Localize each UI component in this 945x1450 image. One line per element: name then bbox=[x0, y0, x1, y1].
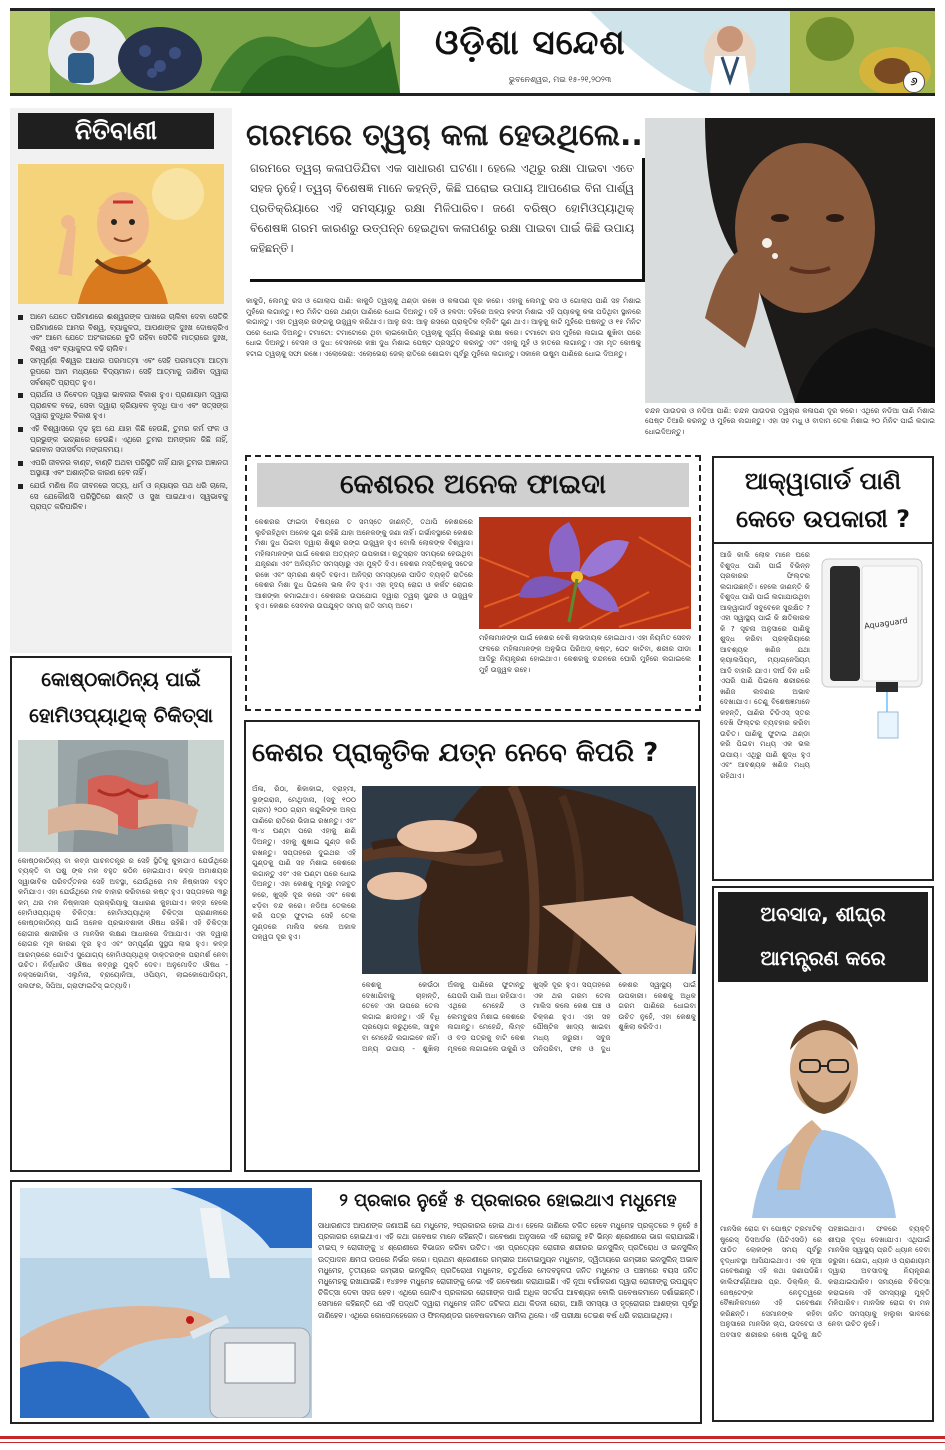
saffron-article bbox=[245, 455, 701, 711]
masthead-dateline: ଭୁବନେଶ୍ୱର, ମଇ ୧୫-୨୧,୨୦୨୩ bbox=[508, 75, 612, 84]
diabetes-article bbox=[10, 1180, 702, 1424]
depression-headline: ଅବସାଦ, ଶୀଘ୍ର ଆମନ୍ତ୍ରଣ କରେ bbox=[718, 892, 928, 982]
hair-body-right: କେଶକୁ କେଉଁଠା ଦେଖାଯିବାକୁ ଚାହାନ୍ତି, ତେବେ ଏହା ଉପରେ ତେଲ ଲଗାଇ ଛାଡନ୍ତୁ। ଏହି ବିଧି ପ୍ରୟୋଗ କରୁଥିଲେ, ସାବୁନ ବା ମେହେନ୍ଦି ଲଗାଇବେ ନାହିଁ। ଅନ୍ୟ ଉପାୟ - ଶୁଖିଲା ଅଁଳାକୁ ପାଣିରେ ଫୁଟାନ୍ତୁ ଯେପରି ପାଣି ଅଧା ରହିଯାଏ। ଏଥିରେ ମେହେନ୍ଦି ଓ ଲେମ୍ବୁରସ ମିଶାଇ କେଶରେ ଲଗାନ୍ତୁ। ମେହେନ୍ଦି, ଲିମ୍ବ ଓ ବଡ଼ ପତ୍ରକୁ ବାଟି କେଶ ମୂଳରେ ଲଗାଇଲେ ଉକୁଣି ଓ ଖୁସ୍କି ଦୂର ହୁଏ। ସପ୍ତାହରେ ଏକ ଥର ଗରମ ତେଲ ମାଲିସ କଲେ କେଶ ଘଞ୍ଚ ଓ ଚିକ୍କଣ ହୁଏ। ଏହା ସହ ପୌଷ୍ଟିକ ଖାଦ୍ୟ ଖାଇବା ମଧ୍ୟ ଜରୁରୀ। ସବୁଜ ପନିପରିବା, ଫଳ ଓ ଦୁଧ କେଶର ସ୍ୱାସ୍ଥ୍ୟ ପାଇଁ ଉପକାରୀ। କେଶକୁ ଅଧିକ ଗରମ ପାଣିରେ ଧୋଇବା ଉଚିତ ନୁହେଁ, ଏହା କେଶକୁ ଶୁଖିଲା କରିଦିଏ। bbox=[362, 980, 696, 1053]
skin-article bbox=[240, 110, 935, 450]
page-number: ୬ bbox=[903, 71, 925, 93]
skin-body-side: ଚନ୍ଦନ ପାଉଡର ଓ ନଡିଆ ପାଣି: ଚନ୍ଦନ ପାଉଡର ତ୍ୱଚାର କଳାପଣ ଦୂର କରେ। ଏଥିରେ ନଡିଆ ପାଣି ମିଶାଇ ପେଷ୍ଟ ତିଆରି କରନ୍ତୁ ଓ ମୁହଁରେ ଲଗାନ୍ତୁ। ଏହା ସହ ମଧୁ ଓ ବାଦାମ ତେଲ ମିଶାଇ ୨୦ ମିନିଟ ପାଇଁ ଲଗାଇ ଧୋଇଦିଅନ୍ତୁ। bbox=[645, 406, 935, 436]
aquaguard-brand-label: Aquaguard bbox=[863, 615, 909, 631]
constipation-photo bbox=[18, 740, 224, 852]
nitibani-text bbox=[16, 312, 228, 648]
skin-lead: ଗରମରେ ତ୍ୱଚା କଳାପଡିଯିବା ଏକ ସାଧାରଣ ଘଟଣା। ହେଲେ ଏଥିରୁ ରକ୍ଷା ପାଇବା ଏତେ ସହଜ ନୁହେଁ। ତ୍ୱଚା ବିଶେଷଜ୍ଞ ମାନେ କହନ୍ତି, କିଛି ଘରୋଇ ଉପାୟ ଆପଣେଇ ବିନା ପାର୍ଶ୍ୱ ପ୍ରତିକ୍ରିୟାରେ ଏହି ସମସ୍ୟାରୁ ରକ୍ଷା ମିଳିପାରିବ। ଜଣେ ବରିଷ୍ଠ ହୋମିଓପ୍ୟାଥିକ୍ ବିଶେଷଜ୍ଞ ଗରମ କାରଣରୁ ଉତ୍ପନ୍ନ ହେଇଥିବା କଳାପଣରୁ ରକ୍ଷା ପାଇବା ପାଇଁ କିଛି ଉପାୟ କହିଛନ୍ତି। bbox=[250, 158, 645, 282]
hair-headline: କେଶର ପ୍ରାକୃତିକ ଯତ୍ନ ନେବେ କିପରି ? bbox=[252, 738, 659, 768]
depression-article bbox=[712, 886, 934, 1422]
nitibani-heading: ନିତିବାଣୀ bbox=[18, 113, 214, 149]
constipation-article bbox=[10, 656, 232, 1172]
masthead bbox=[10, 8, 935, 96]
aquaguard-headline: ଆକ୍ୱାଗାର୍ଡ ପାଣି କେତେ ଉପକାରୀ ? bbox=[735, 467, 911, 533]
aquaguard-body-bottom bbox=[720, 748, 928, 876]
nitibani-item: ପ୍ରାର୍ଥନା ଓ ନିବେଦନ ଦ୍ୱାରା ଭାବନାର ବିକାଶ ହୁଏ। ପ୍ରାଣାୟାମ ଦ୍ୱାରା ପ୍ରାଣବଳ ବଢେ, ସେବା ଦ୍ୱାରା କ୍ରିୟାବଳ ବୃଦ୍ଧି ପାଏ ଏବଂ ସତ୍ସଙ୍ଗ ଦ୍ୱାରା ବୁଦ୍ଧିର ବିକାଶ ହୁଏ। bbox=[16, 390, 228, 422]
nitibani-item: ଏହି ବିଶ୍ୱାସରେ ଦୃଢ ହୁଅ ଯେ ଯାହା କିଛି ହେଉଛି, ତୁମର କର୍ମ ଫଳ ଓ ପ୍ରଭୁଙ୍କ ଇଚ୍ଛାରେ ହେଉଛି। ଏଥିରେ ତୁମର ଅମଙ୍ଗଳ କିଛି ନାହିଁ, ଭଗବାନ ସଦାସର୍ବଦା ମଙ୍ଗଳମୟ। bbox=[16, 424, 228, 456]
diabetes-body: ସାଧାରଣତଃ ଆପଣଙ୍କ ଜଣାଅଛି ଯେ ମଧୁମେହ, ୨ପ୍ରକାରର ହୋଇ ଥାଏ। ହେଲେ ଜାଣିଲେ ଚକିତ ହେବେ ମଧୁମେହ ପ୍ରକୃତରେ ୨ ନୁହେଁ ୫ ପ୍ରକାରର ହୋଇଥାଏ। ଏହି କଥା ଗବେଷକ ମାନେ କହିଛନ୍ତି। ଗବେଷଣା ଅନୁସାରେ ଏହି ରୋଗକୁ ୫ଟି ଭିନ୍ନ ଶ୍ରେଣୀରେ ଭାଗ କରାଯାଇଛି। ଟାଇପ୍ ୨ ରୋଗୀଙ୍କୁ ୪ ଶ୍ରେଣୀରେ ବିଭାଜନ କରିବା ଉଚିତ। ଏହା ପ୍ରତ୍ୟେକ ରୋଗୀର ଶରୀରର ଇନସୁଲିନ୍ ପ୍ରତିରୋଧ ଓ ଇନସୁଲିନ୍ ଉତ୍ପାଦନ କ୍ଷମତା ଉପରେ ନିର୍ଭର କରେ। ପ୍ରଥମ ଶ୍ରେଣୀରେ ଗମ୍ଭୀର ଅଟୋଇମ୍ୟୁନ ମଧୁମେହ, ଦ୍ୱିତୀୟରେ ଗମ୍ଭୀର ଇନସୁଲିନ୍ ଅଭାବ ମଧୁମେହ, ତୃତୀୟରେ ଗମ୍ଭୀର ଇନସୁଲିନ୍ ପ୍ରତିରୋଧୀ ମଧୁମେହ, ଚତୁର୍ଥରେ ମେଦବହୁଳତା ଜନିତ ମଧୁମେହ ଓ ପଞ୍ଚମରେ ବୟସ ଜନିତ ମଧୁମେହକୁ ରଖାଯାଇଛି। ୧୪୭୨୫ ମଧୁମେହ ରୋଗୀଙ୍କୁ ନେଇ ଏହି ଗବେଷଣା କରାଯାଇଛି। ଏହି ନୂଆ ବର୍ଗୀକରଣ ଦ୍ୱାରା ରୋଗୀଙ୍କୁ ଉପଯୁକ୍ତ ଚିକିତ୍ସା ଦେବା ସହଜ ହେବ। ଏଥିରେ ଗୋଟିଏ ପ୍ରକାରର ରୋଗୀଙ୍କ ପାଇଁ ଅଧିକ ସତର୍କତା ଆବଶ୍ୟକ ବୋଲି ଗବେଷକମାନେ ଦର୍ଶାଇଛନ୍ତି। ସେମାନେ କହିଛନ୍ତି ଯେ ଏହି ପଦ୍ଧତି ଦ୍ୱାରା ମଧୁମେହ ଜନିତ ଜଟିଳତା ଯଥା କିଡନୀ ରୋଗ, ଆଖି ସମସ୍ୟା ଓ ହୃଦ୍ରୋଗର ଆଶଙ୍କା ପୂର୍ବରୁ ଜାଣିହେବ। ଏଥିରେ କୋପେନହେଗେନ ଓ ଫିନଲାଣ୍ଡର ଗବେଷକମାନେ ସାମିଲ ଥିଲେ। ଏହି ପରୀକ୍ଷା ତେଇଶ ବର୍ଷ ଧରି କରାଯାଇଥିଲା। bbox=[318, 1221, 698, 1320]
aquaguard-article bbox=[712, 456, 934, 881]
skin-photo bbox=[645, 118, 935, 403]
nitibani-item: ଆମେ ଯେତେ ପରିମାଣରେ ଈଶ୍ୱରଙ୍କ ପାଖରେ ଚାଲିବା ଦେବା ସେତିକି ପରିମାଣରେ ଆମର ବିଶ୍ୱ, ବ୍ୟାକୁଳତା, ଆପଣାଙ୍କ ଦୁଃଖ ଦୋଷକ୍ରିଏ ଏବଂ ଆମେ ଯେତେ ଅହଂକାରରେ ବୁଡି ରହିବା ସେତିକି ମାତ୍ରାରେ ଦୁଃଖ, ବିଶ୍ୱ ଏବଂ ବ୍ୟାକୁଳତା ବଢି ଚାଲିବ। bbox=[16, 312, 228, 354]
diabetes-photo bbox=[20, 1188, 312, 1418]
aquaguard-purifier-photo bbox=[812, 554, 930, 744]
hair-photo bbox=[362, 786, 696, 974]
depression-body: ମାନସିକ ରୋଗ ବା ପୋଷ୍ଟ ଟ୍ରମାଟିକ୍ ଷ୍ଟ୍ରେସ୍ ଡିସଅର୍ଡର (ପିଟିଏସଡି) ରେ ପୀଡିତ ଲୋକଙ୍କ ସମୟ ପୂର୍ବରୁ ବୃଦ୍ଧାବସ୍ଥା ଆସିଯାଇଥାଏ। ଏକ ନୂଆ ଗବେଷଣାରୁ ଏହି କଥା ଜଣାପଡିଛି। କାଲିଫର୍ଣ୍ଣିଆର ପ୍ର. ଡିକ୍ଲିନ୍ ରି. ଜେଷ୍ଟେଙ୍କ ନେତୃତ୍ୱରେ ବୈଜ୍ଞାନିକମାନେ ଏହି ଗବେଷଣା କରିଛନ୍ତି। ସେମାନଙ୍କ କହିବା ଅନୁସାରେ ମାନସିକ ଚାପ, ଉଦବେଗ ଓ ଅବସାଦ ଶରୀରର କୋଷ ଗୁଡିକୁ କ୍ଷତି ପହଞ୍ଚାଇଥାଏ। ଫଳରେ ବ୍ୟକ୍ତି ଶୀଘ୍ର ବୃଦ୍ଧ ଦେଖାଯାଏ। ଏଥିପାଇଁ ମାନସିକ ସ୍ୱାସ୍ଥ୍ୟ ପ୍ରତି ଧ୍ୟାନ ଦେବା ଜରୁରୀ। ଯୋଗ, ଧ୍ୟାନ ଓ ପ୍ରାଣାୟାମ ଦ୍ୱାରା ଅବସାଦକୁ ନିୟନ୍ତ୍ରଣ କରାଯାଇପାରିବ। ସମୟରେ ଚିକିତ୍ସା କରାଇଲେ ଏହି ସମସ୍ୟାରୁ ମୁକ୍ତି ମିଳିପାରିବ। ମାନସିକ ରୋଗ ବା ମନ ଜନିତ ସମସ୍ୟାକୁ ହାଲୁକା ଭାବରେ ନେବା ଉଚିତ ନୁହେଁ। bbox=[720, 1224, 930, 1339]
footer-rule-thin bbox=[0, 1442, 945, 1443]
saffron-body-below: ମହିଳାମାନଙ୍କ ପାଇଁ କେଶର ବେଶି ଲାଭଦାୟକ ହୋଇଥାଏ। ଏହା ନିୟମିତ ସେବନ ଫଳରେ ମହିଳାମାନଙ୍କ ଅନୁଭିତା ପିରିଅଡ୍ କଷ୍ଟ, ପେଟ କାଟିବା, ଶରୀର ପୀଡା ଆଦିରୁ ନିୟନ୍ତ୍ରଣ ହୋଇଥାଏ। କେଶରକୁ ଚନ୍ଦନରେ ଘୋରି ମୁହଁରେ ଲଗାଇଲେ ମୁହଁ ଉଜ୍ଜ୍ୱଳ ରହେ। bbox=[479, 633, 691, 674]
saffron-headline: କେଶରର ଅନେକ ଫାଇଦା bbox=[257, 463, 689, 507]
nitibani-list bbox=[16, 312, 228, 513]
hair-body-left: ଅଁଳା, ରିଠା, ଶିକାକାଇ, ବ୍ରାହ୍ମୀ, ଭୃଙ୍ଗରାଜ, ମେଥିଦାନା, (ସବୁ ୧୦୦ ଗ୍ରାମ) ୨୦୦ ଗ୍ରାମ କନ୍ଦୁଲିଙ୍କ ଅଳ୍ପ ପାଣିରେ ରାତିରେ ଭିଜାଇ ରଖନ୍ତୁ। ଏବଂ ୩-୪ ଘଣ୍ଟା ପରେ ଏହାକୁ ଛାଣି ଦିଅନ୍ତୁ। ଏହାକୁ ଶୁଖାଇ ଗୁଣ୍ଡ କରି ରଖନ୍ତୁ। ସପ୍ତାହରେ ଦୁଇଥର ଏହି ଗୁଣ୍ଡକୁ ପାଣି ସହ ମିଶାଇ କେଶରେ ଲଗାନ୍ତୁ ଏବଂ ଏକ ଘଣ୍ଟା ପରେ ଧୋଇ ଦିଅନ୍ତୁ। ଏହା କେଶକୁ ମୂଳରୁ ମଜବୁତ କରେ, ଖୁସ୍କି ଦୂର କରେ ଏବଂ କେଶ ଝଡ଼ିବା ବନ୍ଦ କରେ। ନଡିଆ ତେଲରେ କରି ପତ୍ର ଫୁଟାଇ ସେହି ତେଲ ମୁଣ୍ଡରେ ମାଲିସ କଲେ ଅକାଳ ପକ୍ୱତା ଦୂର ହୁଏ। bbox=[252, 784, 356, 942]
depression-photo bbox=[722, 990, 926, 1218]
saffron-photo bbox=[479, 517, 691, 629]
chanakya-illustration bbox=[18, 164, 224, 304]
nitibani-item: ଏପରି ଜୀବନର ବାଣ୍ଟ, ବାଣ୍ଟି ଅଥବା ପରିସ୍ଥିତି ନାହିଁ ଯାହା ତୁମର ଅଜ୍ଞାନତା ଅସ୍ଥାୟୀ ଏବଂ ଅଶାନ୍ତିର କାରଣ ହେବ ନାହିଁ। bbox=[16, 458, 228, 479]
constipation-headline: କୋଷ୍ଠକାଠିନ୍ୟ ପାଇଁ ହୋମିଓପ୍ୟାଥିକ୍ ଚିକିତ୍ସା bbox=[29, 668, 213, 727]
saffron-body: କେଶରର ଫାଇଦା ବିଷୟରେ ତ ସମସ୍ତେ ଜାଣନ୍ତି, ତଥାପି କେଶରରେ ଲୁଚିରହିଥିବା ଅନେକ ଗୁଣ ରହିଛି ଯାହା ଅନେକଙ୍କୁ ଜଣା ନାହିଁ। ଗର୍ଭାବସ୍ଥାରେ କେଶର ମିଶା ଦୁଧ ପିଇବା ଦ୍ୱାରା ଶିଶୁର ରଙ୍ଗ ଉଜ୍ଜ୍ୱଳ ହୁଏ ବୋଲି ଲୋକଙ୍କ ବିଶ୍ୱାସ। ମହିଳାମାନଙ୍କ ପାଇଁ କେଶର ଅତ୍ୟନ୍ତ ଉପକାରୀ। ଋତୁସ୍ରାବ ସମୟରେ ହେଉଥିବା ଯନ୍ତ୍ରଣା ଏବଂ ଅନିୟମିତ ସମସ୍ୟାରୁ ଏହା ମୁକ୍ତି ଦିଏ। କେଶର ମସ୍ତିଷ୍କକୁ ସତେଜ ରଖେ ଏବଂ ସ୍ମରଣ ଶକ୍ତି ବଢାଏ। ଅନିଦ୍ରା ସମସ୍ୟାରେ ପୀଡିତ ବ୍ୟକ୍ତି ରାତିରେ କେଶର ମିଶା ଦୁଧ ପିଇଲେ ଭଲ ନିଦ ହୁଏ। ଏହା ହୃଦୟ ରୋଗ ଓ କର୍କଟ ରୋଗର ଆଶଙ୍କା କମାଇଥାଏ। କେଶରର ଉପଯୋଗ ଦ୍ୱାରା ତ୍ୱଚା ସୁନ୍ଦର ଓ ଉଜ୍ଜ୍ୱଳ ହୁଏ। କେଶର ସେବନର ଉପଯୁକ୍ତ ସମୟ ରାତି ସମୟ ଅଟେ। bbox=[255, 517, 473, 610]
aquaguard-body: ଆଜି କାଲି ଲୋକ ମାନେ ଘରେ ବିଶୁଦ୍ଧ ପାଣି ପାଇଁ ବିଭିନ୍ନ ପ୍ରକାରର ଫିଲ୍ଟର ଲଗାଉଛନ୍ତି। ହେଲେ ଜାଣନ୍ତି କି ବିଶୁଦ୍ଧ ପାଣି ପାଇଁ ଲଗାଯାଉଥିବା ଆକ୍ୱାଗାର୍ଡ ସବୁବେଳେ ସୁରକ୍ଷିତ ? ଏହା ସ୍ୱାସ୍ଥ୍ୟ ପାଇଁ କି କ୍ଷତିକାରକ କି ? ସୂଚନା ଅନୁସାରେ ପାଣିକୁ ଶୁଦ୍ଧ କରିବା ପ୍ରକ୍ରିୟାରେ ଆବଶ୍ୟକ ଖଣିଜ ଯଥା କ୍ୟାଲସିୟମ୍, ମ୍ୟାଗ୍ନେସିୟମ୍ ଆଦି ବାହାରି ଯାଏ। ଦୀର୍ଘ ଦିନ ଧରି ଏପରି ପାଣି ପିଇଲେ ଶରୀରରେ ଖଣିଜ ଲବଣର ଅଭାବ ଦେଖାଯାଏ। ତେଣୁ ବିଶେଷଜ୍ଞମାନେ କହନ୍ତି, ପାଣିର ଟିଡିଏସ୍ ସ୍ତର ଦେଖି ଫିଲ୍ଟର ବ୍ୟବହାର କରିବା ଉଚିତ। ପାଣିକୁ ଫୁଟାଇ ଥଣ୍ଡା କରି ପିଇବା ମଧ୍ୟ ଏକ ଭଲ ଉପାୟ। ଏଥିରୁ ପାଣି ଶୁଦ୍ଧ ହୁଏ ଏବଂ ଆବଶ୍ୟକ ଖଣିଜ ମଧ୍ୟ ରହିଥାଏ। bbox=[720, 550, 810, 780]
nitibani-panel bbox=[10, 108, 232, 653]
hair-article bbox=[244, 720, 700, 1172]
diabetes-headline: ୨ ପ୍ରକାର ନୁହେଁ ୫ ପ୍ରକାରର ହୋଇଥାଏ ମଧୁମେହ bbox=[339, 1191, 677, 1211]
constipation-body: କୋଷ୍ଠକାଠିନ୍ୟ ବା କବ୍ଜ ପାଚନତନ୍ତ୍ର ର ସେହି ସ୍ଥିତିକୁ କୁହାଯାଏ ଯେଉଁଥିରେ ବ୍ୟକ୍ତି ବା ପଶୁ ଙ୍କ ମଳ ବହୁତ କଠିନ ହୋଇଯାଏ। କବ୍ଜ ଅମାଶୟର ସ୍ୱାଭାବିକ ପରିବର୍ତ୍ତନର ସେହି ଅବସ୍ଥା, ଯେଉଁଥିରେ ମଳ ନିଷ୍କାସନ ବହୁତ କମିଯାଏ। ଏହା ଯେଉଁଥିରେ ମଳ ବାହାର କରିବାରେ କଷ୍ଟ ହୁଏ। ସପ୍ତାହରେ ୩ରୁ କମ୍ ଥର ମଳ ନିଷ୍କାସନ ପ୍ରକ୍ରିୟାକୁ ସାଧାରଣ କୁହାଯାଏ। କବ୍ଜ ହେଲେ ହୋମିଓପ୍ୟାଥିକ୍ ଚିକିତ୍ସା: ହୋମିଓପ୍ୟାଥିକ୍ ଚିକିତ୍ସା ପ୍ରଣାଳୀରେ କୋଷ୍ଠକାଠିନ୍ୟ ପାଇଁ ଅନେକ ପ୍ରଭାବଶାଳୀ ଔଷଧ ରହିଛି। ଏହି ଚିକିତ୍ସା ରୋଗୀର ଶାରୀରିକ ଓ ମାନସିକ ଲକ୍ଷଣ ଆଧାରରେ ଦିଆଯାଏ। ଏହା ଦ୍ୱାରା ରୋଗର ମୂଳ କାରଣ ଦୂର ହୁଏ ଏବଂ ସମ୍ପୂର୍ଣ୍ଣ ସୁସ୍ଥତା ଲାଭ ହୁଏ। କବ୍ଜ ଆରମ୍ଭରେ ଗୋଟିଏ ସୁଯୋଗ୍ୟ ହୋମିଓପ୍ୟାଥିକ୍ ଡାକ୍ତରଙ୍କ ପରାମର୍ଶ ନେବା ଉଚିତ। ନିର୍ଦ୍ଧାରିତ ଔଷଧ କବ୍ଜରୁ ମୁକ୍ତି ଦେବ। ଅନୁମୋଦିତ ଔଷଧ - ନକ୍ସଭୋମିକା, ଏଲୁମିନା, ବ୍ରାୟୋନିଆ, ଓପିୟମ, ଲାଇକୋପୋଡିୟମ, ସଲଫର, ସିପିଆ, ଗ୍ରାଫାଇଟିସ୍ ଇତ୍ୟାଦି। bbox=[18, 856, 228, 990]
skin-headline: ଗରମରେ ତ୍ୱଚା କଳା ହେଉଥିଲେ.. bbox=[246, 118, 643, 153]
aquaguard-divider bbox=[714, 542, 932, 544]
nitibani-item: ସମ୍ପୂର୍ଣ୍ଣ ବିଶ୍ୱର ଆଧାର ପରମାତ୍ମା ଏବଂ ସେହି ପରମାତ୍ମା ଆତ୍ମା ରୂପରେ ଆମ ମଧ୍ୟରେ ବିଦ୍ୟମାନ। ସେହି ଆତ୍ମାକୁ ଜାଣିବା ଦ୍ୱାରା ସର୍ବଶକ୍ତି ପ୍ରାପ୍ତ ହୁଏ। bbox=[16, 356, 228, 388]
aquaguard-body-top bbox=[720, 550, 810, 780]
masthead-title: ଓଡ଼ିଶା ସନ୍ଦେଶ bbox=[435, 23, 626, 63]
nitibani-item: ଯେଉଁ ମଣିଷ ନିଜ ଜୀବନରେ ସତ୍ୟ, ଧର୍ମ ଓ ନ୍ୟାୟର ପଥ ଧରି ଚାଲେ, ସେ ଯେକୌଣସି ପରିସ୍ଥିତିରେ ଶାନ୍ତି ଓ ସୁଖ ପାଇଥାଏ। ସ୍ୱଭାବକୁ ପ୍ରାପ୍ତ କରିପାରିବ। bbox=[16, 481, 228, 513]
footer-rule bbox=[0, 1436, 945, 1439]
skin-body: କାକୁଡି, ଲେମ୍ବୁ ରସ ଓ ଗୋଲାପ ପାଣି: କାକୁଡି ତ୍ୱଚାକୁ ଥଣ୍ଡା ରଖେ ଓ କଳାପଣ ଦୂର କରେ। ଏହାକୁ ଲେମ୍ବୁ ରସ ଓ ଗୋଲାପ ପାଣି ସହ ମିଶାଇ ମୁହଁରେ ଲଗାନ୍ତୁ। ୧୦ ମିନିଟ ପରେ ଥଣ୍ଡା ପାଣିରେ ଧୋଇ ଦିଅନ୍ତୁ। ଦହି ଓ ହଳଦୀ: ଦହିରେ ଅଳ୍ପ ହଳଦୀ ମିଶାଇ ଏହି ପ୍ୟାକକୁ କଳା ପଡିଥିବା ସ୍ଥାନରେ ଲଗାନ୍ତୁ। ଏହା ତ୍ୱଚାର ରଙ୍ଗକୁ ଉଜ୍ଜ୍ୱଳ କରିଥାଏ। ଆଳୁ ରସ: ଆଳୁ ରସରେ ପ୍ରାକୃତିକ ବ୍ଲିଚିଂ ଗୁଣ ଥାଏ। ଆଳୁକୁ କାଟି ମୁହଁରେ ଘଷନ୍ତୁ ଓ ୧୫ ମିନିଟ ପରେ ଧୋଇ ଦିଅନ୍ତୁ। ଟମାଟୋ: ଟମାଟୋରେ ଥିବା ଲାଇକୋପିନ୍ ତ୍ୱଚାକୁ ସୂର୍ଯ୍ୟ କିରଣରୁ ରକ୍ଷା କରେ। ଟମାଟୋ ରସ ମୁହଁରେ ଲଗାଇ ଶୁଖିବା ପରେ ଧୋଇ ଦିଅନ୍ତୁ। ବେସନ ଓ ଦୁଧ: ବେସନରେ କଞ୍ଚା ଦୁଧ ମିଶାଇ ପେଷ୍ଟ ପ୍ରସ୍ତୁତ କରନ୍ତୁ ଏବଂ ଏହାକୁ ମୁହଁ ଓ ହାତରେ ଲଗାନ୍ତୁ। ଏହା ମୃତ କୋଷକୁ ହଟାଇ ତ୍ୱଚାକୁ ସଫା ରଖେ। ଏଲୋଭେରା: ଏଲୋଭେରା ଜେଲ୍ ରାତିରେ ଶୋଇବା ପୂର୍ବରୁ ମୁହଁରେ ଲଗାନ୍ତୁ। ସକାଳେ ଉଷୁମ ପାଣିରେ ଧୋଇ ଦିଅନ୍ତୁ। bbox=[246, 296, 641, 358]
